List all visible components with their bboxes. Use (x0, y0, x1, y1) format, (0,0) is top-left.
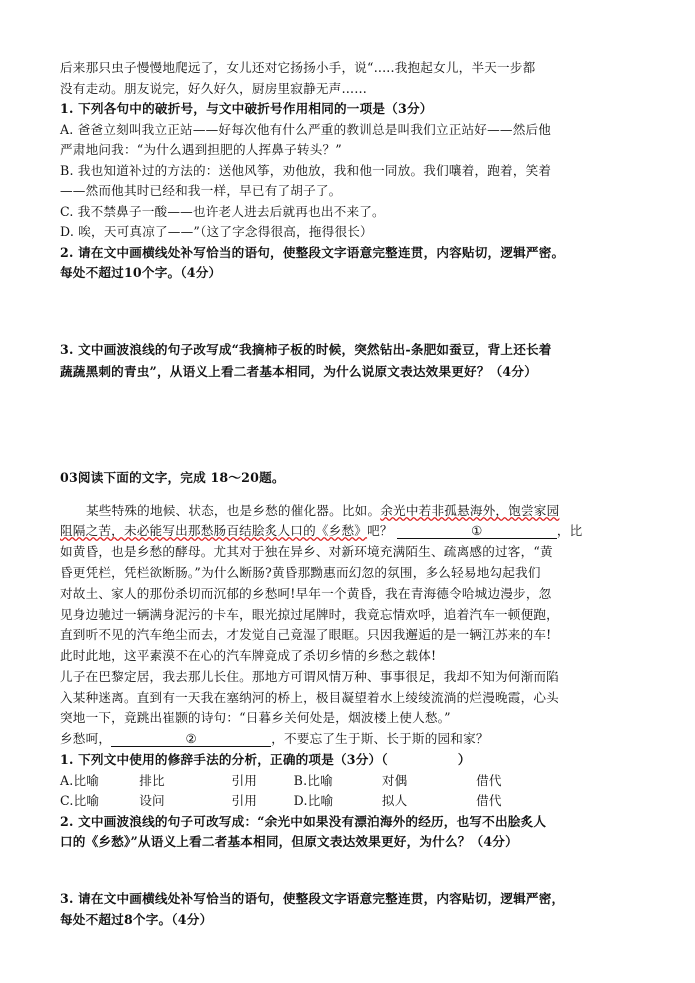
option-item: 引用 (231, 773, 258, 788)
passage-line: 直到听不见的汽车绝尘而去，才发觉自己竟湿了眼眶。只因我邂逅的是一辆江苏来的车! (60, 627, 552, 642)
option-item: 设问 (139, 793, 165, 808)
option-item: 引用 (231, 793, 258, 808)
options-row (60, 773, 638, 789)
question-title-end: ） (457, 752, 471, 767)
option-label: C.比喻 (60, 793, 100, 808)
wavy-underlined-sentence: 阻隔之苦，未必能写出那愁肠百结脍炙人口的《乡愁》 (60, 523, 368, 538)
option-item: 借代 (476, 773, 502, 788)
wavy-underlined-sentence: 余光中若非孤悬海外，饱尝家园 (380, 503, 560, 518)
passage-text: ，比 (556, 523, 583, 538)
passage-line: 儿子在巴黎定居，我去那儿长住。那地方可谓风情万种、事事很足，我却不知为何渐而陷 (60, 669, 559, 684)
option-d-line: D. 唉，天可真凉了——”（这了字念得很高，拖得很长） (60, 224, 373, 239)
question-title: 每处不超过10个字。（4分） (60, 265, 222, 280)
option-a-line: A. 爸爸立刻叫我立正站——好每次他有什么严重的教训总是叫我们立正站好——然后他 (60, 122, 552, 137)
question-title: 每处不超过8个字。（4分） (60, 912, 213, 927)
passage-line (60, 731, 638, 747)
fill-blank-1: ① (397, 524, 557, 539)
passage-text: 吧？ (367, 523, 393, 538)
option-label: A.比喻 (60, 773, 100, 788)
passage-line: 突地一下，竟跳出崔颢的诗句：“日暮乡关何处是，烟波楼上使人愁。” (60, 710, 451, 725)
question-title: 口的《乡愁》”从语义上看二者基本相同，但原文表达效果更好，为什么？（4分） (60, 834, 518, 849)
option-label: B.比喻 (293, 773, 333, 788)
options-row (60, 793, 638, 809)
question-title: 3. 文中画波浪线的句子改写成“我摘柿子板的时候，突然钻出-条肥如蚕豆，背上还长着 (60, 342, 552, 357)
option-item: 对偶 (381, 773, 408, 788)
option-b-line: B. 我也知道补过的方法的：送他风筝，劝他放，我和他一同放。我们嚷着，跑着，笑着 (60, 163, 552, 178)
passage-line: 对故土、家人的那份杀切而沉郁的乡愁呵!早年一个黄昏，我在青海德令哈城边漫步，忽 (60, 586, 552, 601)
question-title: 3. 请在文中画横线处补写恰当的语句，使整段文字语意完整连贯，内容贴切，逻辑严密， (60, 891, 565, 906)
passage-line (60, 523, 638, 539)
question-title: 蔬蔬黑刺的青虫”，从语义上看二者基本相同，为什么说原文表达效果更好？（4分） (60, 364, 537, 379)
passage-text: 乡愁呵， (60, 731, 112, 746)
option-b-line: ——然而他其时已经和我一样，早已有了胡子了。 (60, 183, 342, 198)
passage-text: ，不要忘了生于斯、长于斯的园和家？ (271, 731, 489, 746)
passage-line: 后来那只虫子慢慢地爬远了，女儿还对它扬扬小手，说“.....我抱起女儿，半天一步都 (60, 60, 536, 75)
passage-text: 某些特殊的地候、状态，也是乡愁的催化器。比如。 (86, 503, 381, 518)
question-title: 1. 下列各句中的破折号，与文中破折号作用相同的一项是（3分） (60, 101, 433, 116)
option-c-line: C. 我不禁鼻子一酸——也许老人进去后就再也出不来了。 (60, 204, 385, 219)
passage-line: 如黄昏，也是乡愁的酵母。尤其对于独在异乡、对新环境充满陌生、疏离感的过客，“黄 (60, 544, 553, 559)
option-item: 排比 (139, 773, 165, 788)
option-item: 借代 (476, 793, 502, 808)
passage-line: 见身边驰过一辆满身泥污的卡车，眼光掠过尾牌时，我竟忘情欢呼，追着汽车一顿便跑， (60, 607, 559, 622)
option-label: D.比喻 (293, 793, 334, 808)
section-heading: 03阅读下面的文字，完成 18～20题。 (60, 470, 285, 485)
passage-line: 昏更凭栏，凭栏欲断肠。”为什么断肠?黄昏那黝惠而幻忽的氛围，多么轻易地勾起我们 (60, 565, 541, 580)
passage-line (86, 503, 638, 519)
passage-line: 没有走动。朋友说完，好久好久，厨房里寂静无声…… (60, 81, 368, 96)
option-item: 拟人 (381, 793, 408, 808)
question-title: 2. 文中画波浪线的句子可改写成：“余光中如果没有漂泊海外的经历，也写不出脍炙人 (60, 814, 547, 829)
question-title-text: 1. 下列文中使用的修辞手法的分析，正确的项是（3分）（ (60, 752, 388, 767)
passage-line: 此时此地，这平素漠不在心的汽车牌竟成了杀切乡情的乡愁之载体! (60, 648, 437, 663)
fill-blank-2: ② (111, 732, 271, 747)
question-title (60, 752, 638, 768)
option-a-line: 严肃地问我：“为什么遇到担肥的人挥鼻子转头？” (60, 142, 342, 157)
passage-line: 入某种迷离。直到有一天我在塞纳河的桥上，极目凝望着水上绫绫流淌的烂漫晚霞，心头 (60, 690, 559, 705)
question-title: 2. 请在文中画横线处补写恰当的语句，使整段文字语意完整连贯，内容贴切，逻辑严密。 (60, 245, 565, 260)
